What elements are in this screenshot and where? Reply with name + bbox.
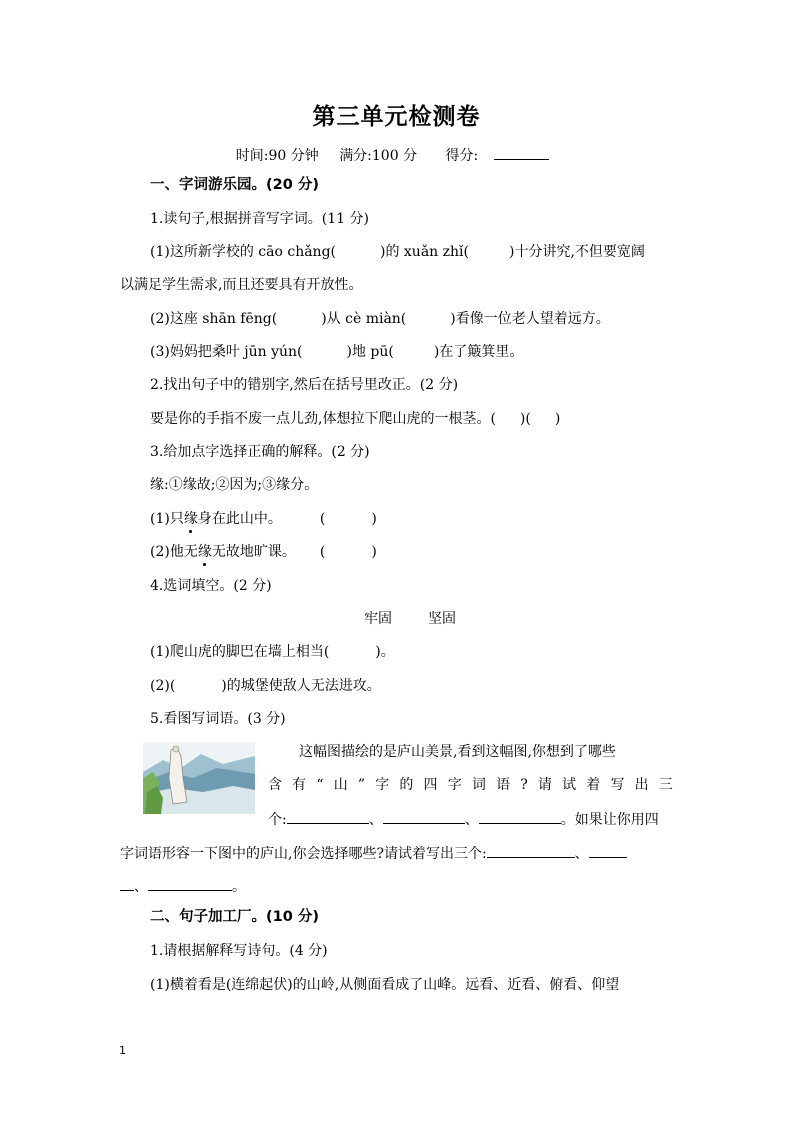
- word-option: 坚固: [428, 611, 456, 627]
- q3-sentence-1: (1)只缘身在此山中。 ( ): [150, 511, 377, 527]
- spread-char: 试: [562, 777, 577, 793]
- s2q1-title: 1.请根据解释写诗句。(4 分): [150, 943, 328, 959]
- spread-char: 请: [537, 777, 552, 793]
- time-label: 时间:90 分钟: [235, 148, 319, 164]
- q1-sentence-1-cont: 以满足学生需求,而且还要具有开放性。: [120, 277, 363, 293]
- s2q1-sentence-1: (1)横着看是(连绵起伏)的山岭,从侧面看成了山峰。远看、近看、俯看、仰望: [150, 977, 620, 993]
- answer-blank[interactable]: [287, 808, 369, 824]
- q1-sentence-1: (1)这所新学校的 cāo chǎng( )的 xuǎn zhǐ( )十分讲究,不但要宽阔: [150, 244, 645, 260]
- spread-char: 着: [586, 777, 601, 793]
- spread-char: “: [316, 777, 324, 793]
- section-1-heading: 一、字词游乐园。(20 分): [150, 177, 319, 193]
- score-blank[interactable]: [494, 145, 549, 160]
- q3-title: 3.给加点字选择正确的解释。(2 分): [150, 444, 370, 460]
- section-2-heading: 二、句子加工厂。(10 分): [150, 909, 319, 925]
- q3-options: 缘:①缘故;②因为;③缘分。: [150, 477, 319, 493]
- q5-title: 5.看图写词语。(3 分): [150, 711, 286, 727]
- lushan-mountain-illustration: [143, 742, 255, 814]
- answer-blank[interactable]: [487, 842, 575, 858]
- spread-char: 有: [292, 777, 307, 793]
- answer-blank-cont[interactable]: [120, 875, 134, 891]
- score-field[interactable]: 得分:: [438, 148, 558, 164]
- answer-blank[interactable]: [383, 808, 465, 824]
- spread-char: 写: [610, 777, 625, 793]
- spread-char: ”: [357, 777, 366, 793]
- q5-para-line-1: 这幅图描绘的是庐山美景,看到这幅图,你想到了哪些: [299, 744, 616, 760]
- full-score-label: 满分:100 分: [339, 148, 418, 164]
- q5-para-line-2: [268, 775, 673, 795]
- spread-char: 四: [423, 777, 438, 793]
- exam-meta: [0, 145, 793, 165]
- page-title: 第三单元检测卷: [312, 104, 481, 130]
- answer-blank[interactable]: [589, 842, 627, 858]
- q1-sentence-3: (3)妈妈把桑叶 jūn yún( )地 pū( )在了簸箕里。: [150, 344, 524, 360]
- spread-char: ?: [520, 777, 528, 793]
- mountain-icon: [143, 742, 255, 814]
- q5-para-line-5: 、 。: [120, 875, 246, 897]
- q2-sentence: 要是你的手指不废一点儿劲,体想拉下爬山虎的一根茎。( )( ): [150, 411, 561, 427]
- page-number: 1: [119, 1044, 126, 1057]
- spread-char: 的: [399, 777, 414, 793]
- word-option: 牢固: [364, 611, 392, 627]
- spread-char: 出: [634, 777, 649, 793]
- answer-blank[interactable]: [479, 808, 561, 824]
- spread-char: 山: [333, 777, 348, 793]
- spread-char: 字: [447, 777, 462, 793]
- q1-sentence-2: (2)这座 shān fēng( )从 cè miàn( )看像一位老人望着远方。: [150, 311, 610, 327]
- spread-char: 字: [375, 777, 390, 793]
- spread-char: 三: [658, 777, 673, 793]
- q3-sentence-2: (2)他无缘无故地旷课。 ( ): [150, 544, 377, 560]
- q4-word-bank: [364, 609, 456, 629]
- q5-para-line-3: 个: 、 、 。如果让你用四: [268, 808, 659, 830]
- spread-char: 语: [496, 777, 511, 793]
- dotted-char: 缘: [183, 511, 198, 527]
- q1-title: 1.读句子,根据拼音写字词。(11 分): [150, 211, 369, 227]
- dotted-char: 缘: [197, 544, 212, 560]
- q2-title: 2.找出句子中的错别字,然后在括号里改正。(2 分): [150, 377, 459, 393]
- spread-char: 含: [268, 777, 282, 793]
- answer-blank[interactable]: [148, 875, 232, 891]
- q4-sentence-1: (1)爬山虎的脚巴在墙上相当( )。: [150, 644, 395, 660]
- q5-para-line-4: 字词语形容一下图中的庐山,你会选择哪些?请试着写出三个: 、: [120, 842, 627, 864]
- q4-sentence-2: (2)( )的城堡使敌人无法进攻。: [150, 678, 381, 694]
- q4-title: 4.选词填空。(2 分): [150, 578, 272, 594]
- spread-char: 词: [471, 777, 486, 793]
